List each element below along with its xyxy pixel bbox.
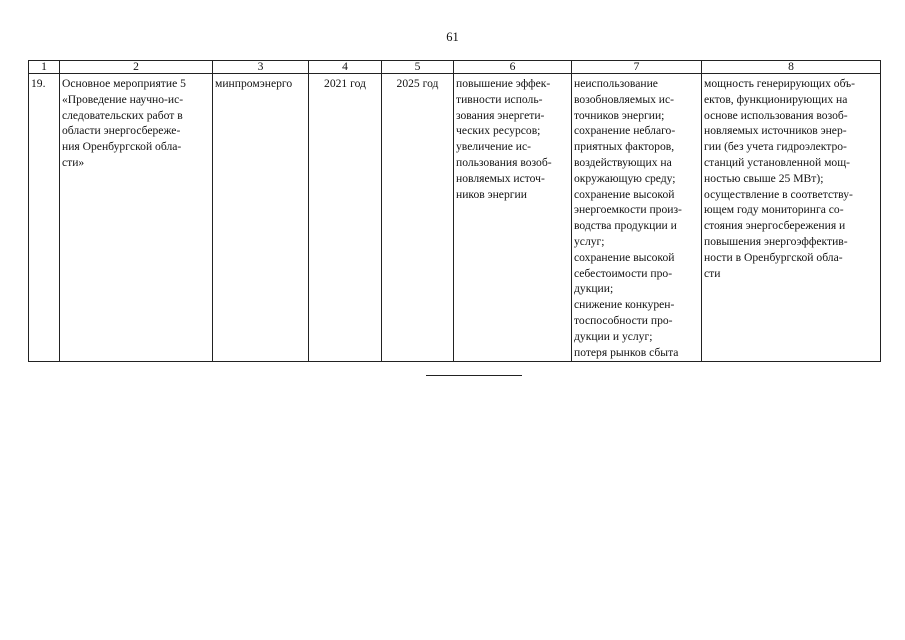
start-year-cell: 2021 год — [309, 74, 382, 362]
consequences-line: потеря рынков сбыта — [574, 345, 679, 359]
expected-result-line: повышение эффек- — [456, 77, 551, 90]
event-name-line: области энергосбереже- — [62, 124, 181, 138]
expected-result-cell — [454, 74, 572, 362]
consequences-line: воздействующих на — [574, 155, 672, 169]
indicators-line: повышения энергоэффектив- — [704, 234, 848, 248]
indicators-line: основе использования возоб- — [704, 108, 848, 122]
table-header-row — [29, 61, 881, 74]
consequences-line: дукции и услуг; — [574, 329, 653, 343]
end-divider — [426, 375, 522, 376]
header-col-2: 2 — [60, 61, 213, 74]
event-name-line: «Проведение научно-ис- — [62, 92, 184, 106]
header-col-5: 5 — [382, 61, 454, 74]
consequences-line: неиспользование — [574, 77, 658, 90]
row-number-cell: 19. — [29, 74, 60, 362]
consequences-line: сохранение высокой — [574, 187, 675, 201]
indicators-line: станций установленной мощ- — [704, 155, 850, 169]
header-col-4: 4 — [309, 61, 382, 74]
event-name-line: ния Оренбургской обла- — [62, 140, 182, 154]
header-col-1: 1 — [29, 61, 60, 74]
expected-result-line: новляемых источ- — [456, 171, 545, 185]
indicators-line: осуществление в соответству- — [704, 187, 853, 201]
consequences-line: окружающую среду; — [574, 171, 676, 185]
consequences-line: сохранение высокой — [574, 250, 675, 264]
indicators-line: новляемых источников энер- — [704, 124, 847, 138]
consequences-cell — [572, 74, 702, 362]
page-number: 61 — [446, 30, 459, 44]
event-name-line: Основное мероприятие 5 — [62, 77, 186, 90]
indicators-line: мощность генерирующих объ- — [704, 77, 856, 90]
header-col-8: 8 — [702, 61, 881, 74]
indicators-line: гии (без учета гидроэлектро- — [704, 140, 847, 154]
indicators-line: ектов, функционирующих на — [704, 92, 848, 106]
end-year-cell: 2025 год — [382, 74, 454, 362]
expected-result-line: тивности исполь- — [456, 92, 543, 106]
consequences-line: себестоимости про- — [574, 266, 673, 280]
table-row — [29, 74, 881, 362]
expected-result-line: увеличение ис- — [456, 140, 531, 154]
event-name-cell — [60, 74, 213, 362]
program-table — [28, 60, 881, 362]
expected-result-line: зования энергети- — [456, 108, 545, 122]
header-col-7: 7 — [572, 61, 702, 74]
expected-result-line: пользования возоб- — [456, 155, 552, 169]
consequences-line: тоспособности про- — [574, 313, 673, 327]
consequences-line: сохранение неблаго- — [574, 124, 676, 138]
consequences-line: энергоемкости произ- — [574, 203, 682, 217]
header-col-6: 6 — [454, 61, 572, 74]
indicators-cell — [702, 74, 881, 362]
consequences-line: снижение конкурен- — [574, 298, 675, 312]
event-name-line: следовательских работ в — [62, 108, 183, 122]
consequences-line: приятных факторов, — [574, 140, 675, 154]
expected-result-line: ников энергии — [456, 187, 527, 201]
executor-cell: минпромэнерго — [213, 74, 309, 362]
consequences-line: возобновляемых ис- — [574, 92, 675, 106]
header-col-3: 3 — [213, 61, 309, 74]
indicators-line: ностью свыше 25 МВт); — [704, 171, 824, 185]
consequences-line: точников энергии; — [574, 108, 665, 122]
event-name-line: сти» — [62, 155, 85, 169]
consequences-line: водства продукции и — [574, 219, 677, 233]
expected-result-line: ческих ресурсов; — [456, 124, 541, 138]
indicators-line: ности в Оренбургской обла- — [704, 250, 843, 264]
indicators-line: стояния энергосбережения и — [704, 219, 846, 233]
indicators-line: сти — [704, 266, 721, 280]
indicators-line: ющем году мониторинга со- — [704, 203, 844, 217]
consequences-line: услуг; — [574, 234, 605, 248]
consequences-line: дукции; — [574, 282, 614, 296]
